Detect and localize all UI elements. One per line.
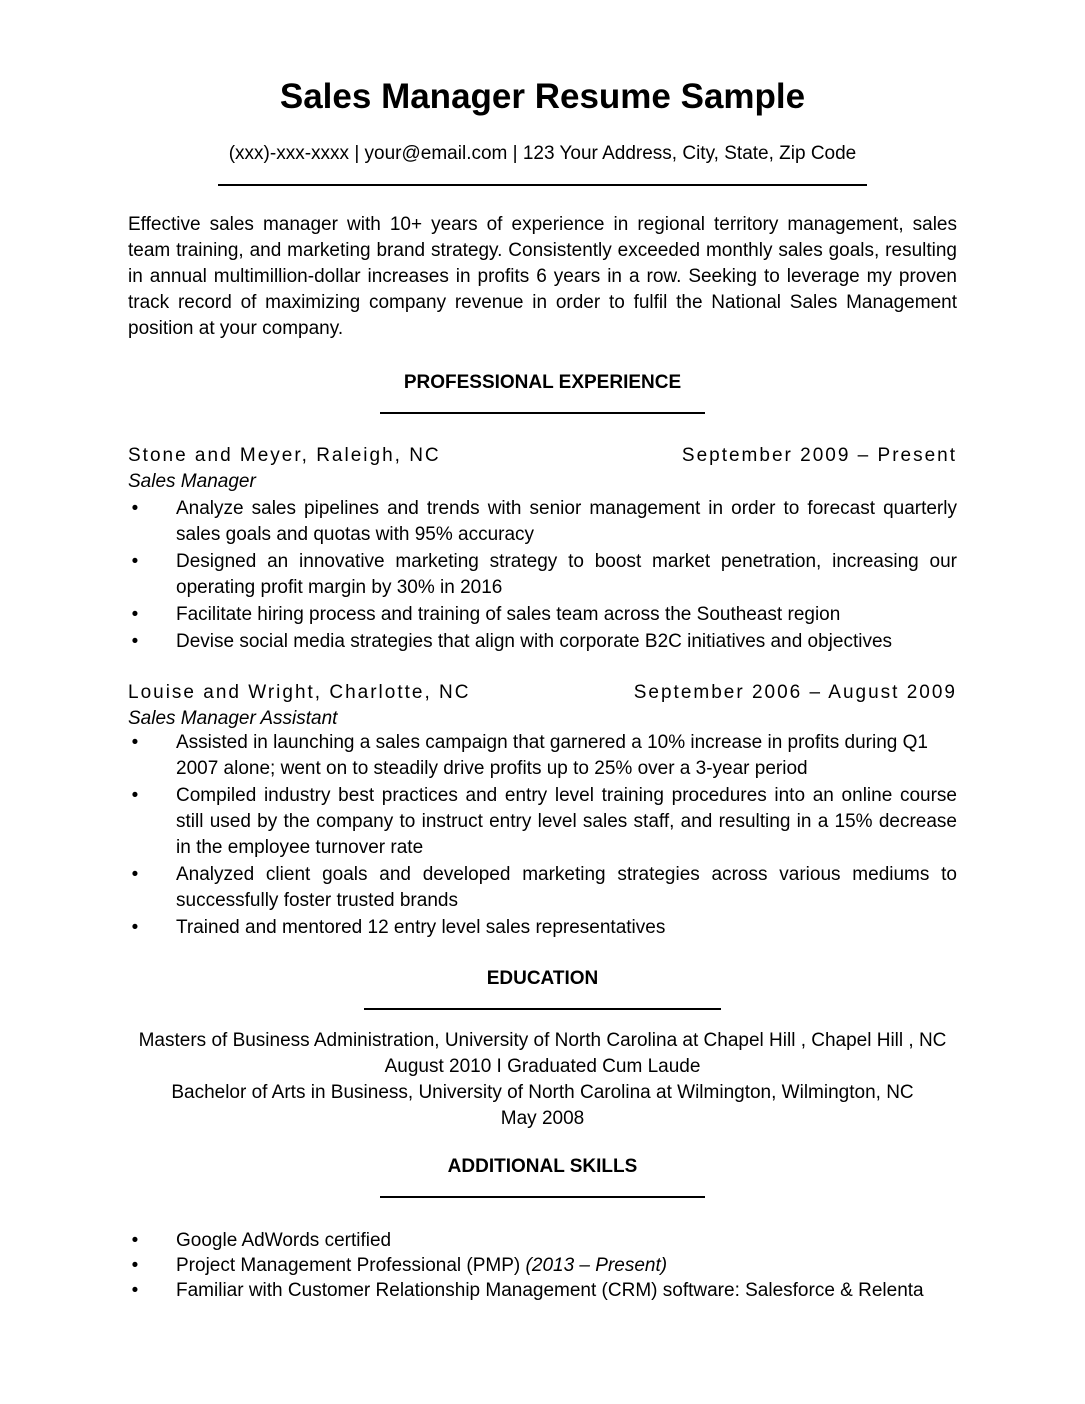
education-heading: EDUCATION [486, 968, 599, 989]
bullet-text: Analyze sales pipelines and trends with senior management in order to forecast quarterly sales goals and quotas with 95% accuracy [176, 498, 957, 545]
experience-divider [380, 412, 705, 414]
bullet-icon: • [131, 785, 139, 806]
list-item [128, 915, 957, 941]
job-title: Sales Manager Assistant [128, 708, 338, 729]
education-entry: Bachelor of Arts in Business, University of North Carolina at Wilmington, Wilmington, NC May 2008 [171, 1082, 914, 1129]
bullet-icon: • [131, 864, 139, 885]
skill-note: (2013 – Present) [525, 1255, 668, 1276]
job-header [128, 444, 957, 468]
list-item [128, 549, 957, 601]
bullet-text: Devise social media strategies that align with corporate B2C initiatives and objectives [176, 631, 893, 652]
header-divider [218, 184, 867, 186]
bullet-icon: • [131, 631, 139, 652]
bullet-icon: • [131, 917, 139, 938]
skill-text: Familiar with Customer Relationship Management (CRM) software: Salesforce & Relenta [176, 1280, 924, 1301]
bullet-icon: • [131, 1230, 139, 1251]
job-dates: September 2006 – August 2009 [633, 682, 957, 703]
bullet-icon: • [131, 1280, 139, 1301]
job-header [128, 681, 957, 705]
list-item [128, 496, 957, 548]
skills-divider [380, 1196, 705, 1198]
job-bullet-list [128, 730, 957, 942]
list-item [128, 602, 957, 628]
list-item [128, 1254, 957, 1278]
job-company: Louise and Wright, Charlotte, NC [128, 682, 471, 703]
bullet-text: Trained and mentored 12 entry level sales representatives [176, 917, 666, 938]
bullet-icon: • [131, 732, 139, 753]
bullet-icon: • [131, 1255, 139, 1276]
list-item [128, 783, 957, 861]
bullet-text: Assisted in launching a sales campaign that garnered a 10% increase in profits during Q1 2007 alone; went on to steadily drive profits up to 25% over a 3-year period [176, 732, 928, 779]
summary-paragraph: Effective sales manager with 10+ years of experience in regional territory management, sales team training, and marketing brand strategy. Consistently exceeded monthly sales goals, resulting in annual multimillion-dollar increases in profits 6 years in a row. Seeking to leverage my proven track record of maximizing company revenue in order to fulfil the National Sales Management position at your company. [128, 214, 957, 339]
education-divider [364, 1008, 721, 1010]
bullet-icon: • [131, 551, 139, 572]
list-item [128, 1279, 957, 1303]
job-company: Stone and Meyer, Raleigh, NC [128, 445, 441, 466]
job-dates: September 2009 – Present [681, 445, 957, 466]
skill-text: Project Management Professional (PMP) [176, 1255, 526, 1276]
skills-heading: ADDITIONAL SKILLS [447, 1156, 638, 1177]
list-item [128, 629, 957, 655]
bullet-text: Facilitate hiring process and training of sales team across the Southeast region [176, 604, 841, 625]
bullet-icon: • [131, 498, 139, 519]
bullet-icon: • [131, 604, 139, 625]
job-bullet-list [128, 496, 957, 656]
bullet-text: Compiled industry best practices and entry level training procedures into an online course still used by the company to instruct entry level sales staff, and resulting in a 15% decrease in the employee turnover rate [176, 785, 957, 858]
education-list [128, 1028, 957, 1132]
list-item [128, 862, 957, 914]
page-title: Sales Manager Resume Sample [279, 77, 806, 116]
skills-list [128, 1229, 957, 1304]
education-entry: Masters of Business Administration, University of North Carolina at Chapel Hill , Chapel Hill , NC August 2010 I Graduated Cum Laude [138, 1030, 947, 1077]
list-item [128, 1229, 957, 1253]
job-title: Sales Manager [128, 471, 256, 492]
experience-heading: PROFESSIONAL EXPERIENCE [403, 372, 682, 393]
bullet-text: Analyzed client goals and developed marketing strategies across various mediums to successfully foster trusted brands [176, 864, 957, 911]
contact-line: (xxx)-xxx-xxxx | your@email.com | 123 Your Address, City, State, Zip Code [228, 143, 857, 164]
skill-text: Google AdWords certified [176, 1230, 392, 1251]
list-item [128, 730, 957, 782]
bullet-text: Designed an innovative marketing strategy to boost market penetration, increasing our operating profit margin by 30% in 2016 [176, 551, 957, 598]
